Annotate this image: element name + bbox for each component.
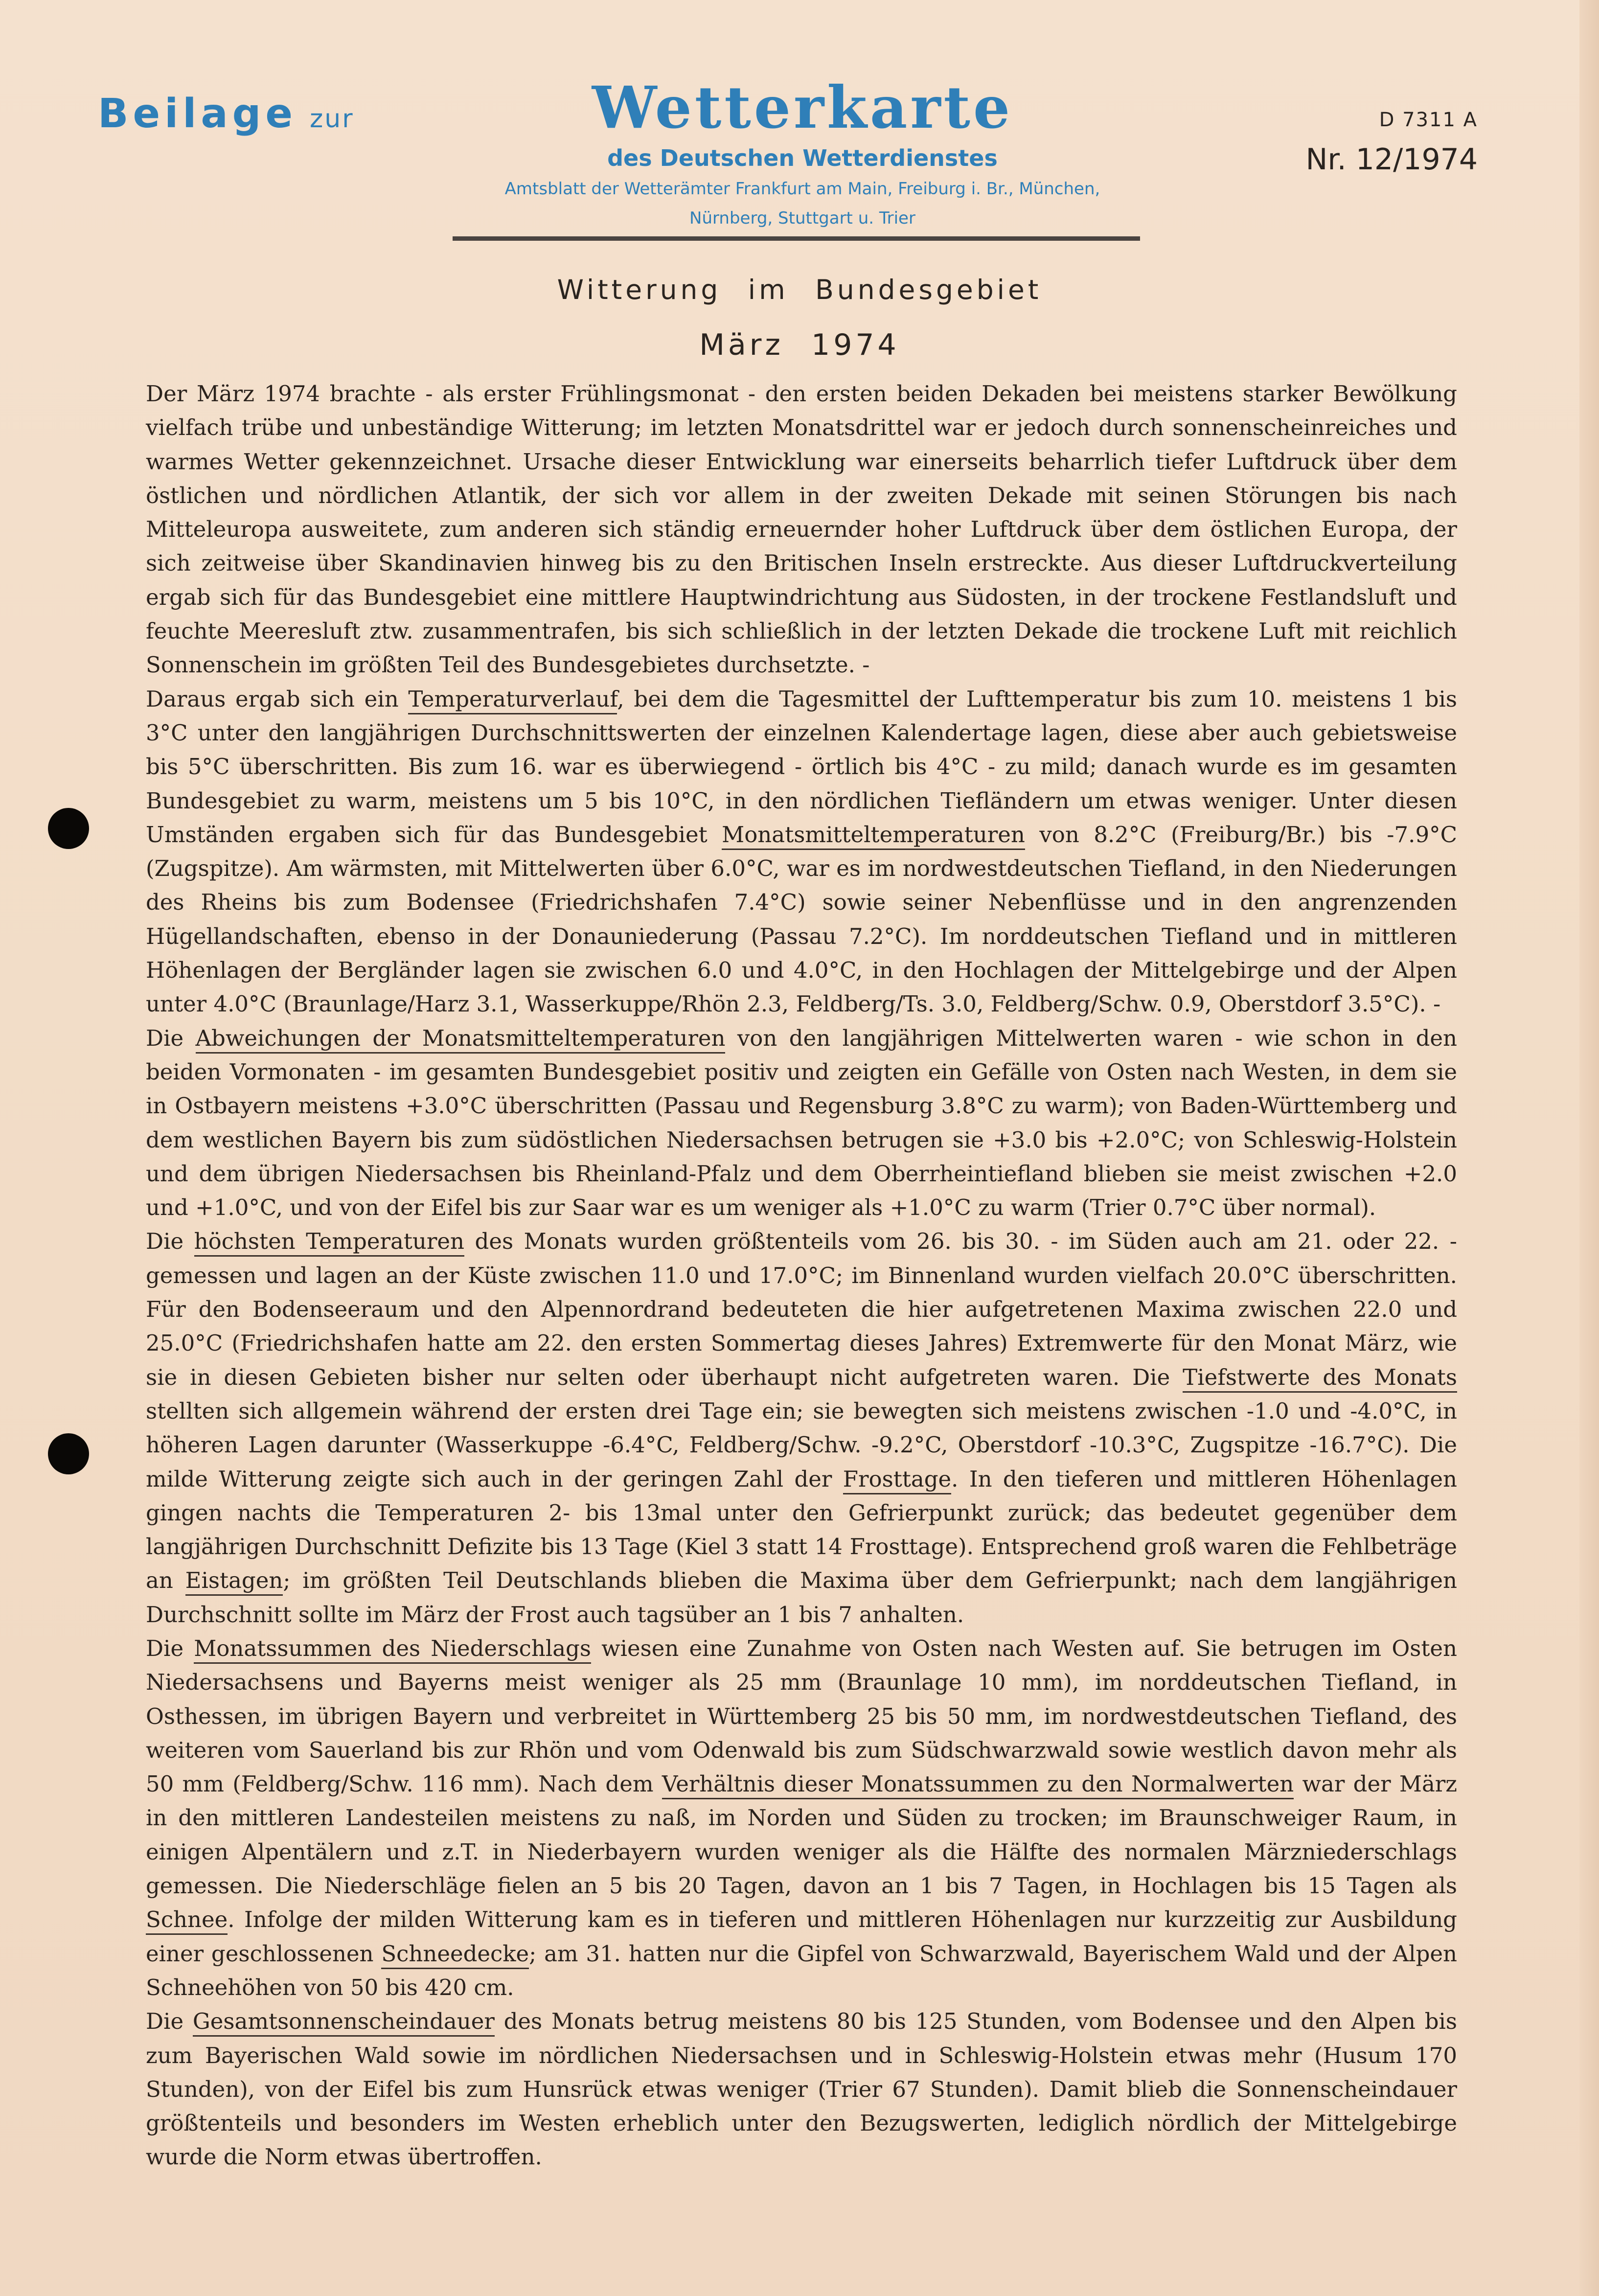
- masthead-line-1: Amtsblatt der Wetterämter Frankfurt am Main, Freiburg i. Br., München,: [504, 179, 1100, 199]
- paragraph-sunshine: Die Gesamtsonnenscheindauer des Monats betrug meistens 80 bis 125 Stunden, vom Bodensee und den Alpen bis zum Bayerischen Wald sowie im nördlichen Niedersachsen und in Schleswig-Holstein etwas mehr (Husum 170 Stunden), von der Eifel bis zum Hunsrück etwas weniger (Trier 67 Stunden). Damit blieb die Sonnenscheindauer größtenteils und besonders im Westen erheblich unter den Bezugswerten, lediglich nördlich der Mittelgebirge wurde die Norm etwas übertroffen.: [146, 2008, 1458, 2170]
- term-frosttage: Frosttage: [843, 1466, 951, 1494]
- issue-number: Nr. 12/1974: [1305, 142, 1478, 177]
- supplement-label-small: zur: [309, 104, 354, 134]
- document-subheading: März 1974: [699, 328, 900, 362]
- punch-hole-lower: [48, 1433, 89, 1474]
- masthead-title: Wetterkarte: [592, 73, 1013, 141]
- supplement-label: [98, 91, 354, 137]
- supplement-label-big: Beilage: [98, 91, 297, 137]
- term-tiefstwerte: Tiefstwerte des Monats: [1183, 1364, 1457, 1393]
- paragraph-overview: Der März 1974 brachte - als erster Frühlingsmonat - den ersten beiden Dekaden bei meistens starker Bewölkung vielfach trübe und unbeständige Witterung; im letzten Monatsdrittel war er jedoch durch sonnenscheinreiches und warmes Wetter gekennzeichnet. Ursache dieser Entwicklung war einerseits beharrlich tiefer Luftdruck über dem östlichen und nördlichen Atlantik, der sich vor allem in der zweiten Dekade mit seinen Störungen bis nach Mitteleuropa ausweitete, zum anderen sich ständig erneuernder hoher Luftdruck über dem östlichen Europa, der sich zeitweise über Skandinavien hinweg bis zu den Britischen Inseln erstreckte. Aus dieser Luftdruckverteilung ergab sich für das Bundesgebiet eine mittlere Hauptwindrichtung aus Südosten, in der trockene Festlandsluft und feuchte Meeresluft ztw. zusammentrafen, bis sich schließlich in der letzten Dekade die trockene Luft mit reichlich Sonnenschein im größten Teil des Bundesgebietes durchsetzte. -: [146, 381, 1457, 678]
- paragraph-extremes: Die höchsten Temperaturen des Monats wurden größtenteils vom 26. bis 30. - im Süden auch am 21. oder 22. - gemessen und lagen an der Küste zwischen 11.0 und 17.0°C; im Binnenland wurden vielfach 20.0°C überschritten. Für den Bodenseeraum und den Alpennordrand bedeuteten die hier aufgetretenen Maxima zwischen 22.0 und 25.0°C (Friedrichshafen hatte am 22. den ersten Sommertag dieses Jahres) Extremwerte für den Monat März, wie sie in diesen Gebieten bisher nur selten oder überhaupt nicht aufgetreten waren. Die Tiefstwerte des Monats stellten sich allgemein während der ersten drei Tage ein; sie bewegten sich meistens zwischen -1.0 und -4.0°C, in höheren Lagen darunter (Wasserkuppe -6.4°C, Feldberg/Schw. -9.2°C, Oberstdorf -10.3°C, Zugspitze -16.7°C). Die milde Witterung zeigte sich auch in der geringen Zahl der Frosttage. In den tieferen und mittleren Höhenlagen gingen nachts die Temperaturen 2- bis 13mal unter den Gefrierpunkt zurück; das bedeutet gegenüber dem langjährigen Durchschnitt Defizite bis 13 Tage (Kiel 3 statt 14 Frosttage). Entsprechend groß waren die Fehlbeträge an Eistagen; im größten Teil Deutschlands blieben die Maxima über dem Gefrierpunkt; nach dem langjährigen Durchschnitt sollte im März der Frost auch tagsüber an 1 bis 7 anhalten.: [146, 1228, 1458, 1628]
- paragraph-precipitation: Die Monatssummen des Niederschlags wiesen eine Zunahme von Osten nach Westen auf. Sie betrugen im Osten Niedersachsens und Bayerns meist weniger als 25 mm (Braunlage 10 mm), im norddeutschen Tiefland, in Osthessen, im übrigen Bayern und verbreitet in Württemberg 25 bis 50 mm, im nordwestdeutschen Tiefland, des weiteren vom Sauerland bis zur Rhön und vom Odenwald bis zum Südschwarzwald sowie westlich davon mehr als 50 mm (Feldberg/Schw. 116 mm). Nach dem Verhältnis dieser Monatssummen zu den Normalwerten war der März in den mittleren Landesteilen meistens zu naß, im Norden und Süden zu trocken; im Braunschweiger Raum, in einigen Alpentälern und z.T. in Niederbayern wurden weniger als die Hälfte des normalen Märzniederschlags gemessen. Die Niederschläge fielen an 5 bis 20 Tagen, davon an 1 bis 7 Tagen, in Hochlagen bis 15 Tagen als Schnee. Infolge der milden Witterung kam es in tieferen und mittleren Höhenlagen nur kurzzeitig zur Ausbildung einer geschlossenen Schneedecke; am 31. hatten nur die Gipfel von Schwarzwald, Bayerischem Wald und der Alpen Schneehöhen von 50 bis 420 cm.: [146, 1635, 1458, 2000]
- masthead: [455, 73, 1150, 233]
- term-verhaeltnis: Verhältnis dieser Monatssummen zu den Normalwerten: [662, 1771, 1294, 1799]
- term-abweichungen: Abweichungen der Monatsmitteltemperaturen: [196, 1025, 726, 1054]
- punch-hole-upper: [48, 808, 89, 849]
- issue-code: D 7311 A: [1379, 109, 1478, 131]
- report-body: [146, 377, 1457, 2174]
- masthead-subtitle: des Deutschen Wetterdienstes: [607, 145, 998, 171]
- document-heading: Witterung im Bundesgebiet: [557, 274, 1042, 305]
- term-schnee: Schnee: [146, 1906, 228, 1935]
- term-sonnenscheindauer: Gesamtsonnenscheindauer: [193, 2008, 495, 2037]
- paragraph-deviations: Die Abweichungen der Monatsmitteltemperaturen von den langjährigen Mittelwerten waren - wie schon in den beiden Vormonaten - im gesamten Bundesgebiet positiv und zeigten ein Gefälle von Osten nach Westen, in dem sie in Ostbayern meistens +3.0°C überschritten (Passau und Regensburg 3.8°C zu warm); von Baden-Württemberg und dem westlichen Bayern bis zum südöstlichen Niedersachsen betrugen sie +3.0 bis +2.0°C; von Schleswig-Holstein und dem übrigen Niedersachsen bis Rheinland-Pfalz und dem Oberrheintiefland blieben sie meist zwischen +2.0 und +1.0°C, und von der Eifel bis zur Saar war es um weniger als +1.0°C zu warm (Trier 0.7°C über normal).: [146, 1025, 1457, 1221]
- term-niederschlag: Monatssummen des Niederschlags: [194, 1635, 591, 1664]
- term-temperaturverlauf: Temperaturverlauf: [408, 686, 617, 714]
- term-hoechste-temperaturen: höchsten Temperaturen: [194, 1228, 464, 1257]
- masthead-line-2: Nürnberg, Stuttgart u. Trier: [689, 208, 915, 228]
- paragraph-temperature: Daraus ergab sich ein Temperaturverlauf, bei dem die Tagesmittel der Lufttemperatur bis zum 10. meistens 1 bis 3°C unter den langjährigen Durchschnittswerten der einzelnen Kalendertage lagen, diese aber auch gebietsweise bis 5°C überschritten. Bis zum 16. war es überwiegend - örtlich bis 4°C - zu mild; danach wurde es im gesamten Bundesgebiet zu warm, meistens um 5 bis 10°C, in den nördlichen Tiefländern um etwas weniger. Unter diesen Umständen ergaben sich für das Bundesgebiet Monatsmitteltemperaturen von 8.2°C (Freiburg/Br.) bis -7.9°C (Zugspitze). Am wärmsten, mit Mittelwerten über 6.0°C, war es im nordwestdeutschen Tiefland, in den Niederungen des Rheins bis zum Bodensee (Friedrichshafen 7.4°C) sowie seiner Nebenflüsse und in den angrenzenden Hügellandschaften, ebenso in der Donauniederung (Passau 7.2°C). Im norddeutschen Tiefland und in mittleren Höhenlagen der Bergländer lagen sie zwischen 6.0 und 4.0°C, in den Hochlagen der Mittelgebirge und der Alpen unter 4.0°C (Braunlage/Harz 3.1, Wasserkuppe/Rhön 2.3, Feldberg/Ts. 3.0, Feldberg/Schw. 0.9, Oberstdorf 3.5°C). -: [146, 686, 1457, 1017]
- term-eistage: Eistagen: [185, 1567, 283, 1596]
- issue-info: [1272, 105, 1478, 182]
- masthead-rule: [453, 236, 1140, 241]
- term-monatsmitteltemperaturen: Monatsmitteltemperaturen: [722, 822, 1025, 850]
- term-schneedecke: Schneedecke: [381, 1941, 529, 1969]
